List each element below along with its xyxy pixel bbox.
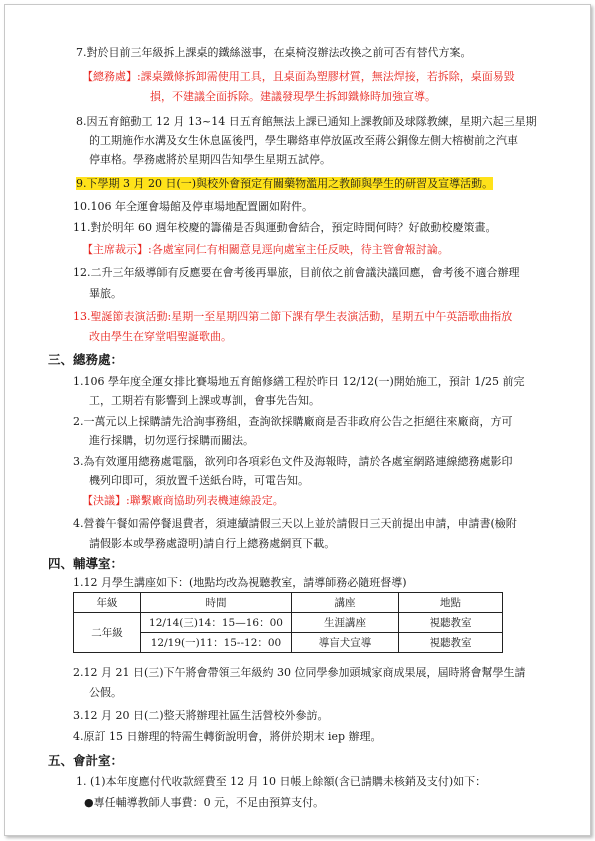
s4-item-3: 3.12 月 20 日(二)整天將辦理社區生活營校外參訪。 — [73, 709, 329, 722]
table-cell: 視聽教室 — [399, 613, 503, 633]
item-8-line3: 停車格。學務處將於星期四告知學生星期五試停。 — [89, 153, 331, 166]
table-header: 時間 — [141, 593, 292, 613]
s5-item-1-bullet: ●專任輔導教師人事費：0 元，不足由預算支付。 — [84, 796, 325, 809]
table-header: 年級 — [74, 593, 141, 613]
section-3-heading: 三、總務處： — [48, 352, 124, 367]
table-cell: 導盲犬宣導 — [292, 633, 399, 653]
lecture-schedule-table — [73, 592, 503, 653]
s4-item-2-line2: 公假。 — [89, 686, 122, 699]
s3-item-3-line2: 機列印即可，須放置千送紙台時，可電告知。 — [89, 474, 309, 487]
table-header: 地點 — [399, 593, 503, 613]
item-8-line2: 的工期施作水溝及女生休息區後門，學生聯絡車停放區改至蔣公銅像左側大榕樹前之汽車 — [89, 134, 518, 147]
item-11: 11.對於明年 60 週年校慶的籌備是否與運動會結合，預定時間何時？好啟動校慶策畫。 — [73, 221, 497, 234]
item-9-prefix: 9. — [76, 177, 87, 190]
table-cell: 視聽教室 — [399, 633, 503, 653]
item-7-reply-line2: 損，不建議全面拆除。建議發現學生拆卸鐵條時加強宣導。 — [150, 90, 436, 103]
s3-item-1-line1: 1.106 學年度全運女排比賽場地五育館修繕工程於昨日 12/12(一)開始施工，預計 1/25 前完 — [73, 375, 525, 388]
reply-tag: 【主席裁示】 — [82, 243, 148, 256]
s3-item-4-line2: 請假影本或學務處證明)請自行上總務處網頁下載。 — [89, 537, 336, 550]
item-10: 10.106 年全運會場館及停車場地配置圖如附件。 — [73, 200, 313, 213]
s3-item-3-resolution: 【決議】:聯繫廠商協助列表機連線設定。 — [82, 494, 284, 507]
reply-tag: 【總務處】 — [82, 70, 137, 83]
table-row — [74, 613, 503, 633]
s3-item-2-line2: 進行採購，切勿逕行採購而關法。 — [89, 434, 254, 447]
section-4-heading: 四、輔導室： — [48, 556, 124, 571]
s4-item-2-line1: 2.12 月 21 日(三)下午將會帶領三年級約 30 位同學參加頭城家商成果展，屆時將會幫學生請 — [73, 666, 526, 679]
table-cell-grade: 二年級 — [74, 613, 141, 653]
item-12-line2: 畢旅。 — [89, 287, 122, 300]
s3-item-3-line1: 3.為有效運用總務處電腦，欲列印各項彩色文件及海報時，請於各處室網路連線總務處影印 — [73, 455, 513, 468]
item-13-line1: 13.聖誕節表演活動:星期一至星期四第二節下課有學生表演活動，星期五中午英語歌曲指放 — [73, 310, 513, 323]
item-7-reply-line1: 【總務處】:課桌鐵條拆卸需使用工具，且桌面為塑膠材質，無法焊接，若拆除，桌面易毀 — [82, 70, 515, 83]
reply-tag: 【決議】 — [82, 494, 126, 507]
s4-item-4: 4.原訂 15 日辦理的特需生轉銜說明會，將併於期末 iep 辦理。 — [73, 730, 382, 743]
item-12-line1: 12.二升三年級導師有反應要在會考後再畢旅，目前依之前會議決議回應，會考後不適合辦理 — [73, 266, 520, 279]
item-7-question: 7.對於目前三年級拆上課桌的鐵絲滋事，在桌椅沒辦法改換之前可否有替代方案。 — [76, 46, 472, 59]
section-5-heading: 五、會計室： — [48, 753, 124, 768]
table-cell: 12/14(三)14：15—16：00 — [141, 613, 292, 633]
table-cell: 12/19(一)11：15--12：00 — [141, 633, 292, 653]
item-9-highlighted-text: 下學期 3 月 20 日(一)與校外會預定有關藥物濫用之教師與學生的研習及宣導活動。 — [86, 177, 494, 190]
item-9 — [76, 177, 493, 191]
item-8-line1: 8.因五育館動工 12 月 13~14 日五育館無法上課已通知上課教師及球隊教練，星期六起三星期 — [76, 115, 537, 128]
item-13-line2: 改由學生在穿堂唱聖誕歌曲。 — [89, 330, 232, 343]
table-header: 講座 — [292, 593, 399, 613]
s3-item-4-line1: 4.營養午餐如需停餐退費者，須連續請假三天以上並於請假日三天前提出申請，申請書(檢附 — [73, 517, 517, 530]
s5-item-1: 1. (1)本年度應付代收款經費至 12 月 10 日帳上餘額(含已請購未核銷及支付)如下： — [76, 775, 487, 788]
s3-item-1-line2: 工，工期若有影響到上課或專訓，會事先告知。 — [89, 394, 320, 407]
item-11-reply: 【主席裁示】:各處室同仁有相關意見逕向處室主任反映，待主管會報討論。 — [82, 243, 449, 256]
table-header-row — [74, 593, 503, 613]
s3-item-2-line1: 2.一萬元以上採購請先洽詢事務組，查詢欲採購廠商是否非政府公告之拒絕往來廠商，方可 — [73, 415, 513, 428]
table-cell: 生涯講座 — [292, 613, 399, 633]
s4-item-1: 1.12 月學生講座如下：(地點均改為視聽教室，請導師務必隨班督導) — [73, 576, 407, 589]
